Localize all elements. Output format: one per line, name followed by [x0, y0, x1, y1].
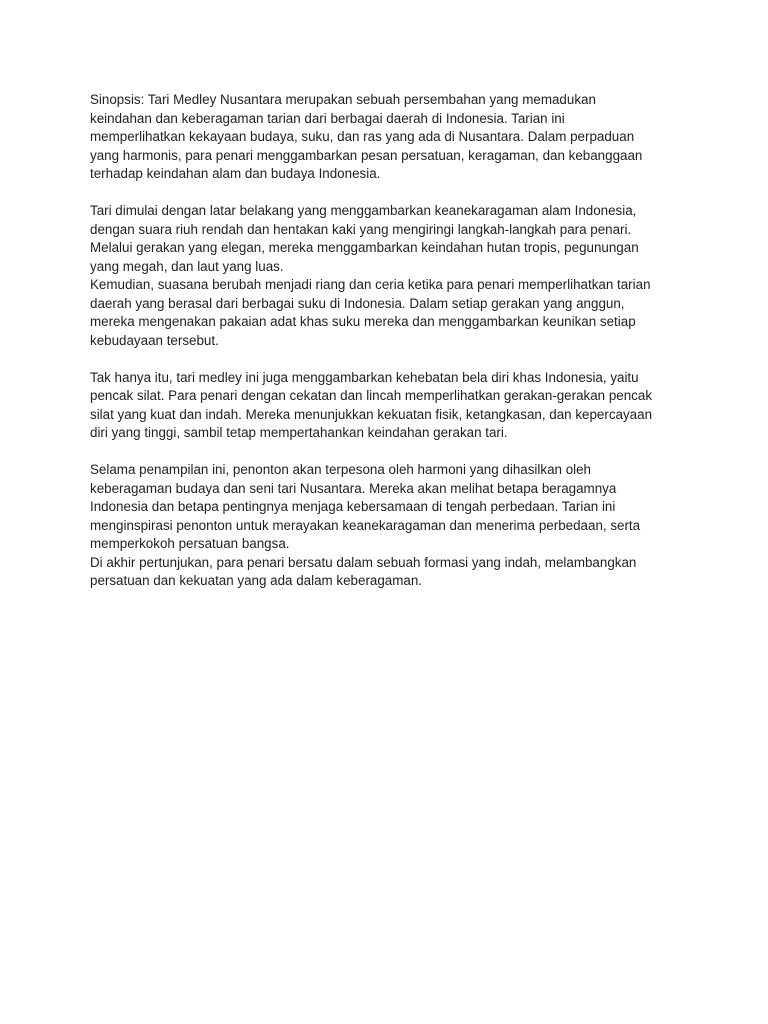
text-line: memperkokoh persatuan bangsa. [90, 536, 290, 551]
text-line: Indonesia dan betapa pentingnya menjaga kebersamaan di tengah perbedaan. Tarian ini [90, 499, 616, 514]
text-line: Tak hanya itu, tari medley ini juga menggambarkan kehebatan bela diri khas Indonesia, yaitu [90, 369, 639, 385]
text-line: terhadap keindahan alam dan budaya Indonesia. [90, 166, 381, 181]
text-line: persatuan dan kekuatan yang ada dalam keberagaman. [90, 573, 423, 588]
text-line: Melalui gerakan yang elegan, mereka menggambarkan keindahan hutan tropis, pegunungan [90, 240, 639, 255]
text-line: keberagaman budaya dan seni tari Nusantara. Mereka akan melihat betapa beragamnya [90, 480, 617, 496]
text-line: pencak silat. Para penari dengan cekatan dan lincah memperlihatkan gerakan-gerakan pencak [90, 388, 653, 403]
paragraph-pencak-silat [90, 369, 680, 443]
text-line: memperlihatkan kekayaan budaya, suku, dan ras yang ada di Nusantara. Dalam perpaduan [90, 129, 635, 144]
text-line: Tari dimulai dengan latar belakang yang menggambarkan keanekaragaman alam Indonesia, [90, 203, 637, 218]
text-line: Di akhir pertunjukan, para penari bersatu dalam sebuah formasi yang indah, melambangkan [90, 554, 637, 570]
text-line: diri yang tinggi, sambil tetap mempertahankan keindahan gerakan tari. [90, 425, 508, 440]
text-line: menginspirasi penonton untuk merayakan keanekaragaman dan menerima perbedaan, serta [90, 517, 641, 533]
text-line: daerah yang berasal dari berbagai suku di Indonesia. Dalam setiap gerakan yang anggun, [90, 295, 625, 311]
text-line: silat yang kuat dan indah. Mereka menunjukkan kekuatan fisik, ketangkasan, dan kepercayaan [90, 406, 653, 422]
text-line: yang harmonis, para penari menggambarkan pesan persatuan, keragaman, dan kebanggaan [90, 147, 643, 163]
text-line: Kemudian, suasana berubah menjadi riang dan ceria ketika para penari memperlihatkan tarian [90, 277, 651, 292]
paragraph-synopsis [90, 91, 680, 184]
text-line: mereka mengenakan pakaian adat khas suku mereka dan menggambarkan keunikan setiap [90, 314, 636, 329]
text-line: kebudayaan tersebut. [90, 332, 219, 348]
paragraph-regional-dances [90, 276, 680, 350]
text-line: keindahan dan keberagaman tarian dari berbagai daerah di Indonesia. Tarian ini [90, 110, 565, 126]
text-line: Selama penampilan ini, penonton akan terpesona oleh harmoni yang dihasilkan oleh [90, 462, 592, 477]
text-line: dengan suara riuh rendah dan hentakan kaki yang mengiringi langkah-langkah para penari. [90, 221, 632, 237]
paragraph-closing [90, 554, 680, 591]
paragraph-opening [90, 202, 680, 276]
text-line: yang megah, dan laut yang luas. [90, 258, 284, 274]
text-line: Sinopsis: Tari Medley Nusantara merupakan sebuah persembahan yang memadukan [90, 92, 596, 107]
paragraph-audience [90, 461, 680, 554]
document-body [90, 91, 680, 591]
